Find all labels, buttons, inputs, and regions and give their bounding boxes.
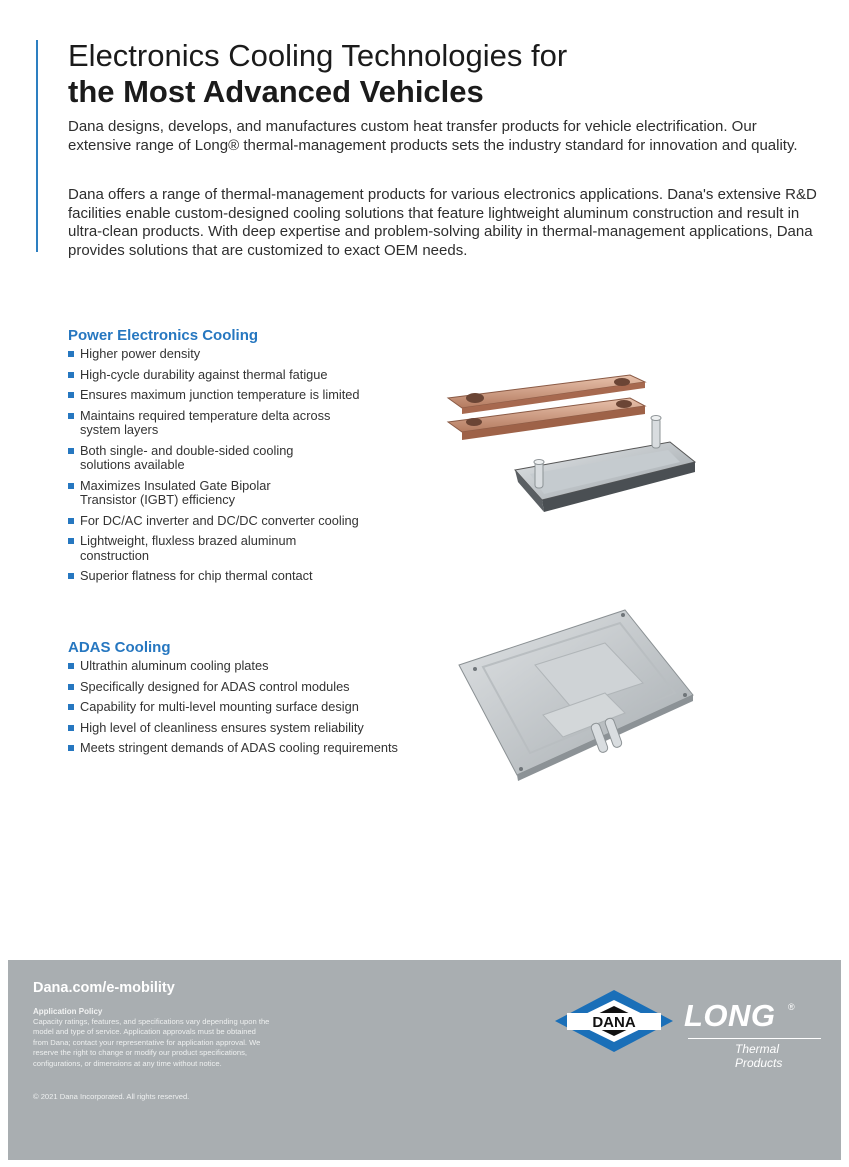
list-item: High level of cleanliness ensures system reliability (68, 721, 428, 736)
power-electronics-list (68, 347, 418, 590)
intro-paragraph-1: Dana designs, develops, and manufactures custom heat transfer products for vehicle electrification. Our extensive range of Long® thermal-management products sets the industry standard for innovation and quality. (68, 118, 798, 154)
list-item: Specifically designed for ADAS control modules (68, 680, 428, 695)
list-item: High-cycle durability against thermal fatigue (68, 368, 418, 383)
long-logo-wordmark: LONG (684, 998, 776, 1033)
list-item: Higher power density (68, 347, 418, 362)
footer-panel (8, 960, 841, 1160)
section-title-adas: ADAS Cooling (68, 639, 171, 656)
logo-divider (688, 1038, 821, 1039)
bullet-square-icon (68, 372, 74, 378)
list-item: For DC/AC inverter and DC/DC converter cooling (68, 514, 418, 529)
intro-paragraph-2: Dana offers a range of thermal-management products for various electronics applications. Dana's extensive R&D facilities enable custom-designed cooling solutions that feature lightweight aluminum construction and result in ultra-clean products. With deep expertise and problem-solving ability in thermal-management applications, Dana provides solutions that are customized to exact OEM needs. (68, 186, 817, 259)
accent-bar (36, 40, 38, 252)
list-item: Lightweight, fluxless brazed aluminum construction (68, 534, 320, 563)
page-title (68, 38, 567, 110)
application-policy-title: Application Policy (33, 1007, 103, 1016)
list-item: Superior flatness for chip thermal contact (68, 569, 418, 584)
bullet-square-icon (68, 413, 74, 419)
bullet-square-icon (68, 684, 74, 690)
bullet-square-icon (68, 483, 74, 489)
list-item: Maintains required temperature delta across system layers (68, 409, 340, 438)
power-electronics-cold-plate-image (440, 370, 705, 535)
list-item: Both single- and double-sided cooling solutions available (68, 444, 320, 473)
bullet-square-icon (68, 448, 74, 454)
bullet-square-icon (68, 745, 74, 751)
footer-url-link[interactable]: Dana.com/e-mobility (33, 980, 175, 996)
application-policy-text: Capacity ratings, features, and specifications vary depending upon the model and type of service. Application approvals must be obtained from Dana; contact your representative for application approval. We reserve the right to change or modify our product specifications, configurations, or dimensions at any time without notice. (33, 1017, 270, 1068)
bullet-square-icon (68, 392, 74, 398)
copyright-text: © 2021 Dana Incorporated. All rights reserved. (33, 1092, 190, 1101)
dana-logo (553, 988, 675, 1054)
title-line-2: the Most Advanced Vehicles (68, 74, 484, 109)
list-item: Ultrathin aluminum cooling plates (68, 659, 428, 674)
section-title-power-electronics: Power Electronics Cooling (68, 327, 259, 344)
bullet-square-icon (68, 518, 74, 524)
bullet-square-icon (68, 663, 74, 669)
svg-text:DANA: DANA (592, 1014, 636, 1031)
list-item: Maximizes Insulated Gate Bipolar Transistor (IGBT) efficiency (68, 479, 300, 508)
title-line-1: Electronics Cooling Technologies for (68, 38, 568, 73)
bullet-square-icon (68, 573, 74, 579)
list-item: Capability for multi-level mounting surface design (68, 700, 428, 715)
list-item: Meets stringent demands of ADAS cooling requirements (68, 741, 428, 756)
registered-mark: ® (788, 1002, 795, 1012)
long-thermal-products-logo (684, 998, 824, 1070)
bullet-square-icon (68, 351, 74, 357)
adas-cooling-plate-image (455, 605, 700, 785)
bullet-square-icon (68, 704, 74, 710)
bullet-square-icon (68, 725, 74, 731)
bullet-square-icon (68, 538, 74, 544)
list-item: Ensures maximum junction temperature is limited (68, 388, 418, 403)
long-logo-subtitle: Thermal Products (735, 1042, 783, 1070)
adas-list (68, 659, 428, 762)
